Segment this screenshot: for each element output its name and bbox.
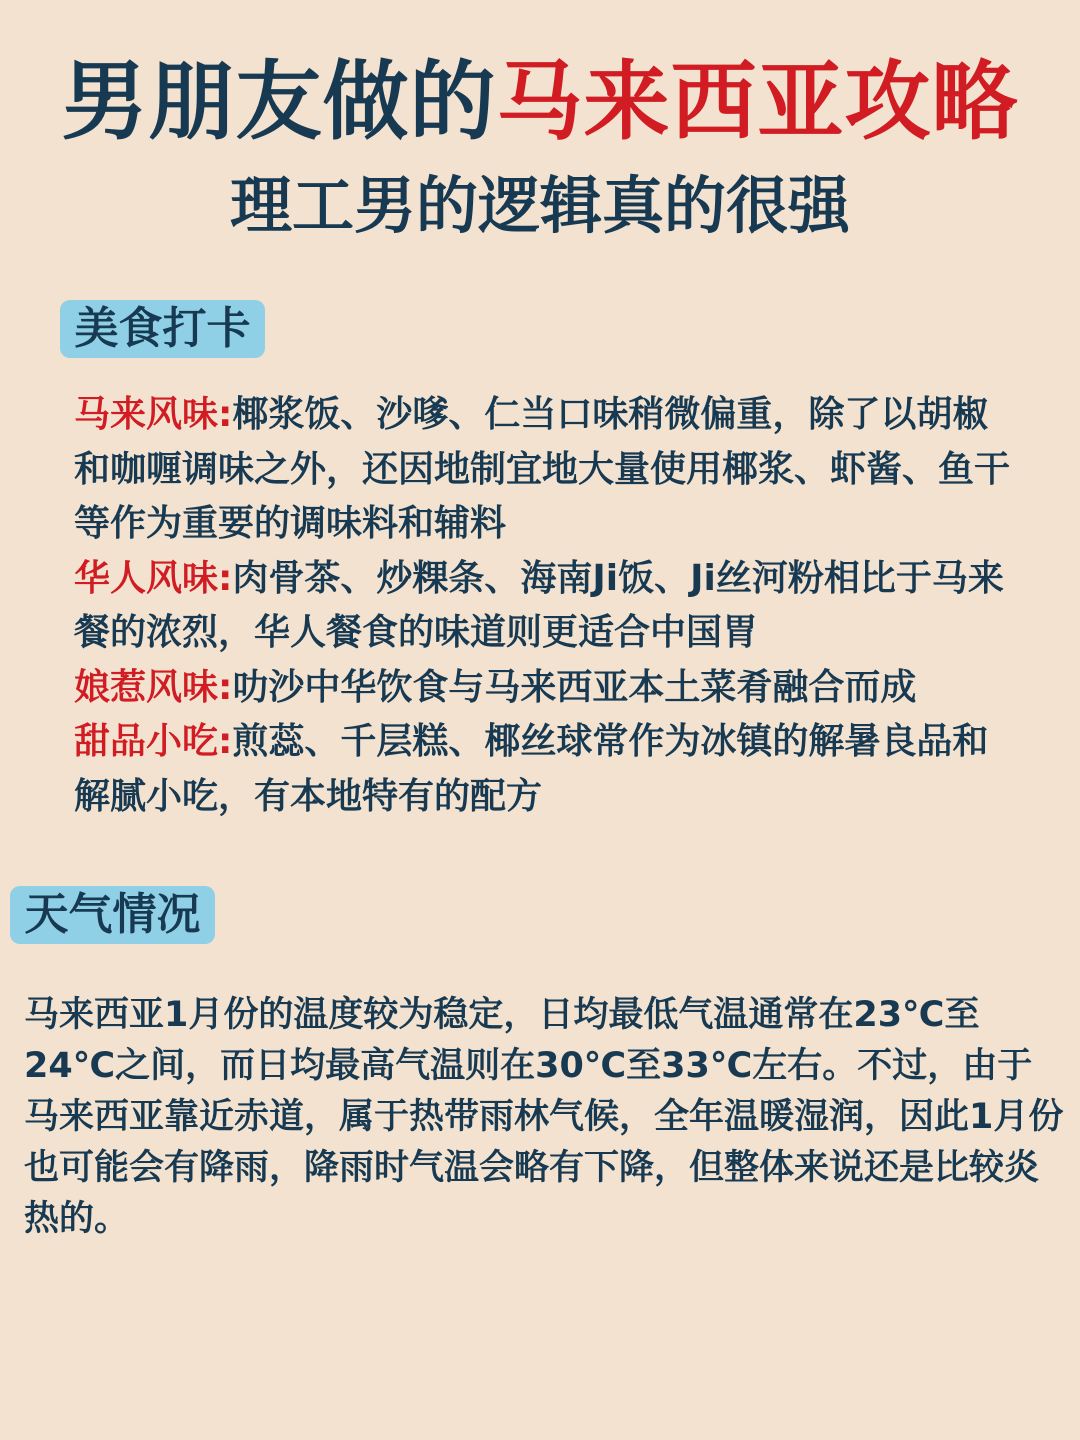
food-item-nyonya — [74, 661, 1014, 716]
food-section-label: 美食打卡 — [60, 300, 265, 358]
weather-paragraph: 马来西亚1月份的温度较为稳定，日均最低气温通常在23℃至24℃之间，而日均最高气温则在30℃至33℃左右。不过，由于马来西亚靠近赤道，属于热带雨林气候，全年温暖湿润，因此1月份也可能会有降雨，降雨时气温会略有下降，但整体来说还是比较炎热的。 — [24, 995, 1064, 1239]
food-item-category: 甜品小吃: — [74, 721, 233, 762]
page-title — [0, 52, 1080, 152]
food-item-text: 煎蕊、千层糕、椰丝球常作为冰镇的解暑良品和解腻小吃，有本地特有的配方 — [74, 721, 989, 817]
food-item-text: 叻沙中华饮食与马来西亚本土菜肴融合而成 — [232, 666, 917, 708]
food-item-category: 娘惹风味: — [74, 666, 233, 708]
food-item-malay — [74, 388, 1014, 552]
food-list — [74, 388, 1014, 824]
weather-section-label: 天气情况 — [10, 886, 215, 944]
food-item-category: 马来风味: — [74, 394, 233, 435]
page-title-red-part: 马来西亚攻略 — [496, 52, 1019, 152]
food-item-chinese — [74, 552, 1014, 661]
food-item-dessert — [74, 715, 1014, 824]
page-title-dark-part: 男朋友做的 — [61, 52, 497, 152]
page-subtitle: 理工男的逻辑真的很强 — [229, 169, 850, 242]
food-item-text: 肉骨茶、炒粿条、海南Ji饭、Ji丝河粉相比于马来餐的浓烈，华人餐食的味道则更适合中国胃 — [74, 557, 1004, 653]
food-item-text: 椰浆饭、沙嗲、仁当口味稍微偏重，除了以胡椒和咖喱调味之外，还因地制宜地大量使用椰浆、虾酱、鱼干等作为重要的调味料和辅料 — [74, 394, 1011, 544]
food-item-category: 华人风味: — [74, 557, 233, 599]
